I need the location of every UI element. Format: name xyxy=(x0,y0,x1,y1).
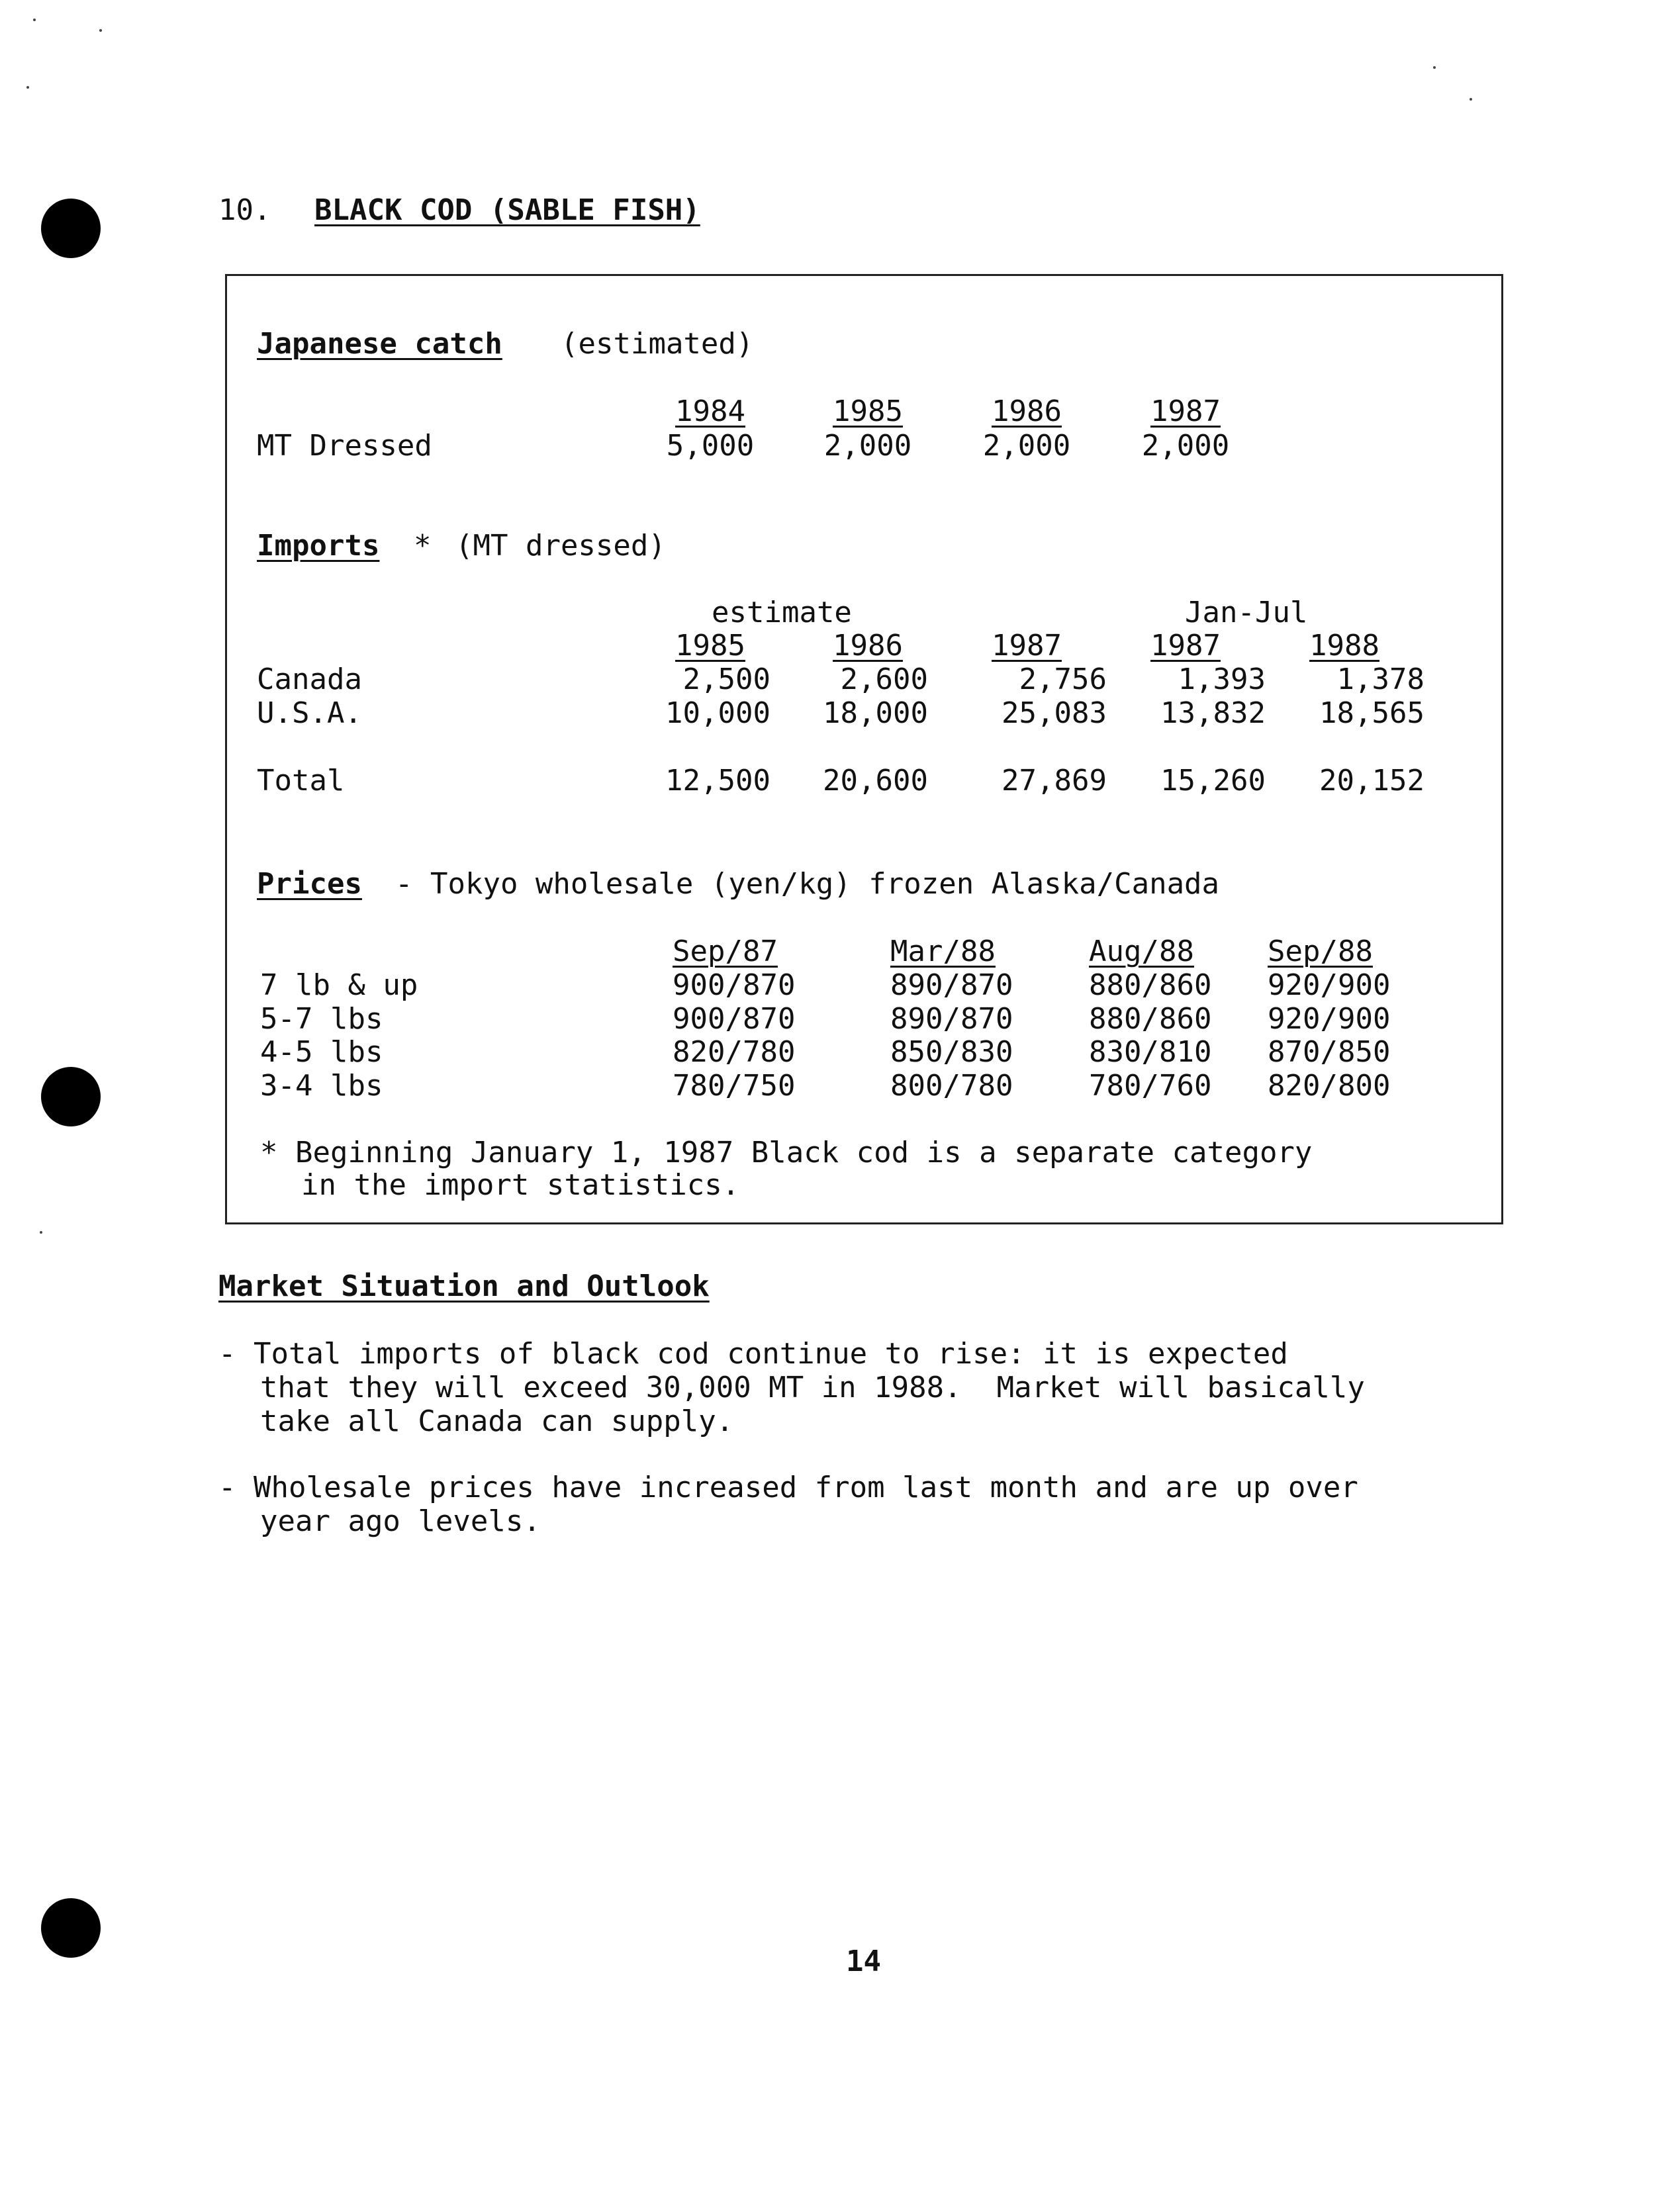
catch-value: 2,000 xyxy=(982,429,1071,463)
scan-speck xyxy=(1433,66,1436,69)
market-bullet-line: year ago levels. xyxy=(260,1504,541,1538)
imports-value: 27,869 xyxy=(1002,764,1107,798)
page-number: 14 xyxy=(846,1945,881,1978)
prices-value: 800/780 xyxy=(890,1069,1013,1103)
catch-year: 1985 xyxy=(833,394,903,428)
prices-value: 830/810 xyxy=(1089,1035,1212,1069)
imports-value: 20,600 xyxy=(823,764,928,798)
imports-value: 2,756 xyxy=(1019,663,1107,696)
imports-value: 1,393 xyxy=(1178,663,1266,696)
imports-year: 1985 xyxy=(675,629,745,663)
prices-row-label: 5-7 lbs xyxy=(260,1002,383,1036)
prices-month: Sep/87 xyxy=(673,935,778,968)
prices-value: 820/780 xyxy=(673,1035,796,1069)
binder-hole-top xyxy=(41,199,101,258)
prices-value: 870/850 xyxy=(1268,1035,1391,1069)
imports-value: 2,500 xyxy=(682,663,770,696)
market-bullet-line: - Total imports of black cod continue to rise: it is expected xyxy=(218,1337,1288,1371)
prices-month: Aug/88 xyxy=(1089,935,1194,968)
imports-row-label: Total xyxy=(257,764,345,798)
prices-description: - Tokyo wholesale (yen/kg) frozen Alaska/Canada xyxy=(395,867,1220,901)
catch-value: 2,000 xyxy=(1141,429,1230,463)
market-bullet-line: that they will exceed 30,000 MT in 1988. Market will basically xyxy=(260,1371,1365,1404)
catch-row-label: MT Dressed xyxy=(257,429,432,463)
market-heading: Market Situation and Outlook xyxy=(218,1269,710,1303)
prices-value: 890/870 xyxy=(890,968,1013,1002)
imports-value: 15,260 xyxy=(1160,764,1266,798)
prices-value: 880/860 xyxy=(1089,1002,1212,1036)
catch-value: 2,000 xyxy=(823,429,912,463)
section-number: 10. xyxy=(218,193,271,227)
prices-value: 880/860 xyxy=(1089,968,1212,1002)
imports-value: 12,500 xyxy=(665,764,770,798)
prices-value: 780/750 xyxy=(673,1069,796,1103)
prices-heading: Prices xyxy=(257,867,362,901)
imports-year: 1987 xyxy=(992,629,1062,663)
catch-year: 1986 xyxy=(992,394,1062,428)
imports-year: 1986 xyxy=(833,629,903,663)
scan-speck xyxy=(99,29,102,32)
prices-row-label: 3-4 lbs xyxy=(260,1069,383,1103)
binder-hole-middle xyxy=(41,1067,101,1126)
imports-year: 1987 xyxy=(1150,629,1221,663)
imports-row-label: Canada xyxy=(257,663,362,696)
market-bullet-line: - Wholesale prices have increased from last month and are up over xyxy=(218,1471,1358,1504)
scan-speck xyxy=(1470,98,1472,101)
imports-value: 1,378 xyxy=(1336,663,1424,696)
prices-row-label: 7 lb & up xyxy=(260,968,418,1002)
prices-value: 780/760 xyxy=(1089,1069,1212,1103)
footnote-line: * Beginning January 1, 1987 Black cod is a separate category xyxy=(260,1136,1313,1169)
imports-asterisk: * xyxy=(414,529,432,563)
imports-group-janjul: Jan-Jul xyxy=(1185,596,1308,629)
catch-note: (estimated) xyxy=(561,327,754,361)
prices-value: 900/870 xyxy=(673,1002,796,1036)
imports-value: 25,083 xyxy=(1002,696,1107,730)
catch-heading: Japanese catch xyxy=(257,327,502,361)
imports-year: 1988 xyxy=(1309,629,1379,663)
prices-value: 920/900 xyxy=(1268,968,1391,1002)
prices-month: Mar/88 xyxy=(890,935,996,968)
catch-year: 1987 xyxy=(1150,394,1221,428)
scan-speck xyxy=(33,19,36,21)
prices-value: 900/870 xyxy=(673,968,796,1002)
market-bullet-line: take all Canada can supply. xyxy=(260,1404,734,1438)
prices-row-label: 4-5 lbs xyxy=(260,1035,383,1069)
imports-value: 13,832 xyxy=(1160,696,1266,730)
catch-year: 1984 xyxy=(675,394,745,428)
imports-value: 20,152 xyxy=(1319,764,1424,798)
imports-heading: Imports xyxy=(257,529,380,563)
imports-value: 18,000 xyxy=(823,696,928,730)
binder-hole-bottom xyxy=(41,1898,101,1958)
prices-value: 890/870 xyxy=(890,1002,1013,1036)
prices-month: Sep/88 xyxy=(1268,935,1373,968)
section-title: BLACK COD (SABLE FISH) xyxy=(314,193,700,227)
imports-value: 10,000 xyxy=(665,696,770,730)
scan-speck xyxy=(26,86,29,89)
imports-unit: (MT dressed) xyxy=(455,529,666,563)
imports-row-label: U.S.A. xyxy=(257,696,362,730)
catch-value: 5,000 xyxy=(666,429,755,463)
imports-group-estimate: estimate xyxy=(712,596,852,629)
prices-value: 850/830 xyxy=(890,1035,1013,1069)
imports-value: 2,600 xyxy=(840,663,928,696)
prices-value: 920/900 xyxy=(1268,1002,1391,1036)
scan-speck xyxy=(40,1231,42,1234)
imports-value: 18,565 xyxy=(1319,696,1424,730)
footnote-line: in the import statistics. xyxy=(301,1168,740,1202)
prices-value: 820/800 xyxy=(1268,1069,1391,1103)
